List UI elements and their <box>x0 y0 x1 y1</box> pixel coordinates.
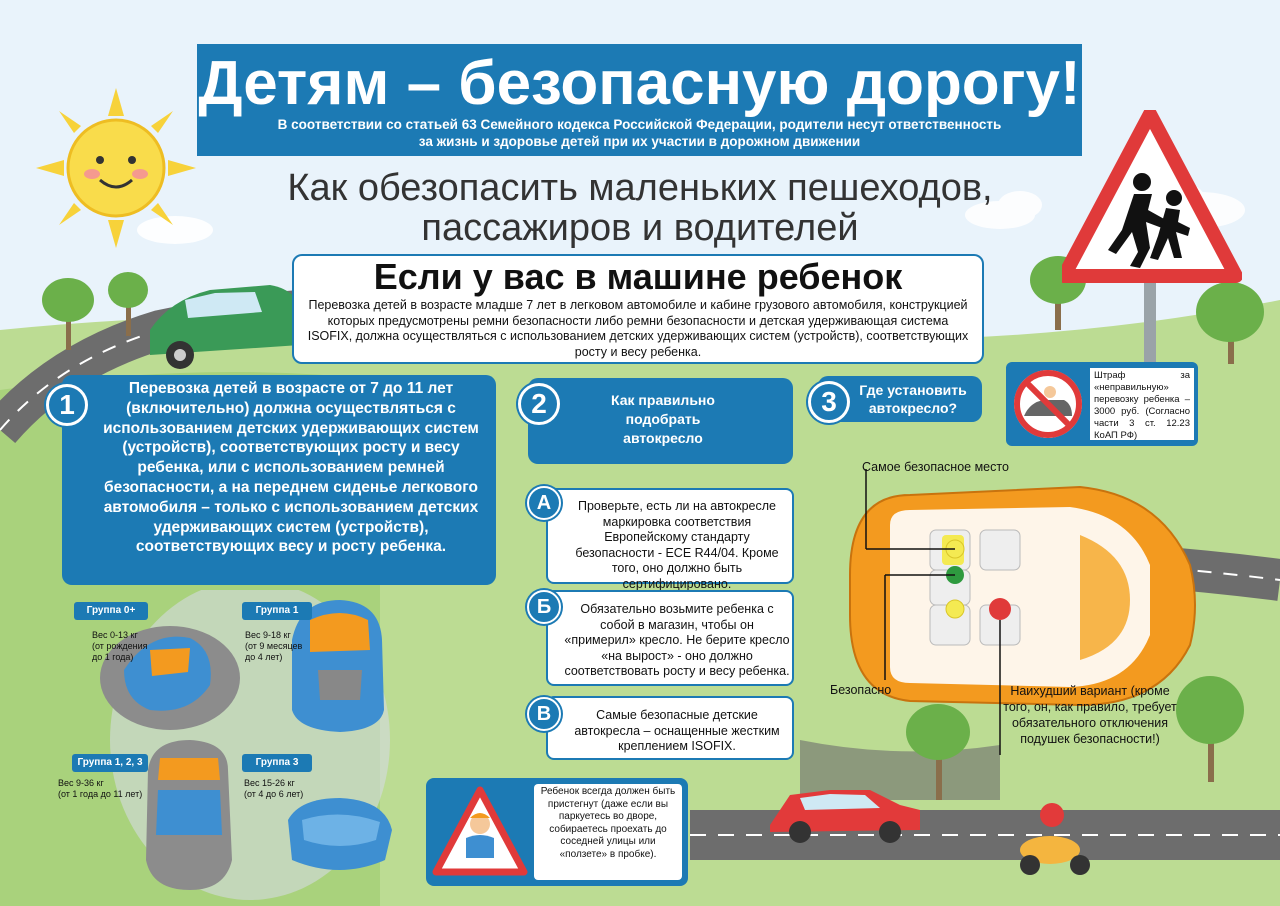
belt-box <box>426 778 688 886</box>
group-1-note-line3: до 4 лет) <box>245 652 283 662</box>
group-1-note <box>245 630 302 663</box>
sun-illustration <box>36 88 196 248</box>
booster-seat <box>288 798 392 870</box>
rule-3-number: 3 <box>808 381 850 423</box>
item-b-box <box>546 590 794 686</box>
item-a-letter: А <box>527 486 561 520</box>
group-1-label: Группа 1 <box>242 602 312 620</box>
group-3-note-line1: Вес 15-26 кг <box>244 778 295 788</box>
group-123-label: Группа 1, 2, 3 <box>72 754 148 772</box>
title-banner <box>197 44 1082 156</box>
rule-1-text: Перевозка детей в возрасте от 7 до 11 лет (включительно) должна осуществляться с использованием детских удерживающих систем (устройств), соответствующих росту и весу ребенка, или с использованием ремней безопасности, а на переднем сиденье легкового автомобиля – только с использованием детских удерживающих систем (устройств), соответствующих весу и росту ребенка. <box>103 380 479 556</box>
item-c-letter: В <box>527 697 561 731</box>
item-c-text: Самые безопасные детские автокресла – оснащенные жестким креплением ISOFIX. <box>574 708 780 753</box>
item-b-text: Обязательно возьмите ребенка с собой в магазин, чтобы он «примерил» кресло. Не берите кресло «на вырост» - оно должно соответствовать росту и весу ребенка. <box>564 602 790 678</box>
item-a-box <box>546 488 794 591</box>
fine-box <box>1006 362 1198 446</box>
group-3-note <box>244 778 303 800</box>
group-3-label: Группа 3 <box>242 754 312 772</box>
safe-place-label: Безопасно <box>830 683 892 697</box>
rule-2-number: 2 <box>518 383 560 425</box>
item-c-box <box>546 696 794 760</box>
item-b-letter: Б <box>527 590 561 624</box>
group123-seat <box>146 740 232 890</box>
group-123-note-line1: Вес 9-36 кг <box>58 778 104 788</box>
group-0-note-line3: до 1 года) <box>92 652 134 662</box>
item-a-text: Проверьте, есть ли на автокресле маркировка соответствия Европейскому стандарту безопасности - ECE R44/04. Кроме того, оно должно быть сертифицировано. <box>575 499 779 591</box>
group-0-note <box>92 630 148 663</box>
group-1-note-line2: (от 9 месяцев <box>245 641 303 651</box>
group-0-note-line1: Вес 0-13 кг <box>92 630 138 640</box>
group-3-note-line2: (от 4 до 6 лет) <box>244 789 304 799</box>
rule-3-text: Где установить автокресло? <box>859 382 967 416</box>
banner-subtitle <box>197 116 1082 150</box>
headline-line2: пассажиров и водителей <box>421 207 859 249</box>
group-1-note-line1: Вес 9-18 кг <box>245 630 291 640</box>
worst-place-label: Наихудший вариант (кроме того, он, как правило, требует обязательного отключения подушек безопасности!) <box>1003 684 1177 746</box>
page-title: Детям – безопасную дорогу! <box>198 49 1081 118</box>
child-in-seat-sign-icon <box>432 786 528 878</box>
safest-place-label: Самое безопасное место <box>862 460 1009 474</box>
no-child-without-seat-icon <box>1012 368 1084 440</box>
rule-1-box <box>62 375 496 585</box>
belt-text: Ребенок всегда должен быть пристегнут (даже если вы паркуетесь во дворе, собираетесь проехать до соседней улицы или «ползете» в пробке). <box>534 784 682 880</box>
child-in-car-text: Перевозка детей в возрасте младше 7 лет в легковом автомобиле и кабине грузового автомобиля, конструкцией которых предусмотрены ремни безопасности либо ремни безопасности и детская удерживающая система ISOFIX, должна осуществляться с использованием детских удерживающих систем (устройств), соответствующих росту и весу ребенка. <box>307 298 969 359</box>
rule-2-text: Как правильно подобрать автокресло <box>611 392 715 446</box>
banner-subtitle-line2: за жизнь и здоровье детей при их участии в дорожном движении <box>418 134 861 149</box>
headline-line1: Как обезопасить маленьких пешеходов, <box>287 167 993 209</box>
rule-1-number: 1 <box>46 384 88 426</box>
fine-text: Штраф за «неправильную» перевозку ребенка – 3000 руб. (Согласно части 3 ст. 12.23 КоАП РФ) <box>1090 368 1194 440</box>
group-0-note-line2: (от рождения <box>92 641 148 651</box>
group-123-note-line2: (от 1 года до 11 лет) <box>58 789 143 799</box>
headline <box>280 168 1000 248</box>
group-123-note <box>58 778 142 800</box>
child-in-car-title: Если у вас в машине ребенок <box>373 256 903 297</box>
child-in-car-box <box>292 254 984 364</box>
rule-2-box <box>528 378 793 464</box>
group-0-label: Группа 0+ <box>74 602 148 620</box>
banner-subtitle-line1: В соответствии со статьей 63 Семейного кодекса Российской Федерации, родители несут ответственность <box>277 117 1002 132</box>
